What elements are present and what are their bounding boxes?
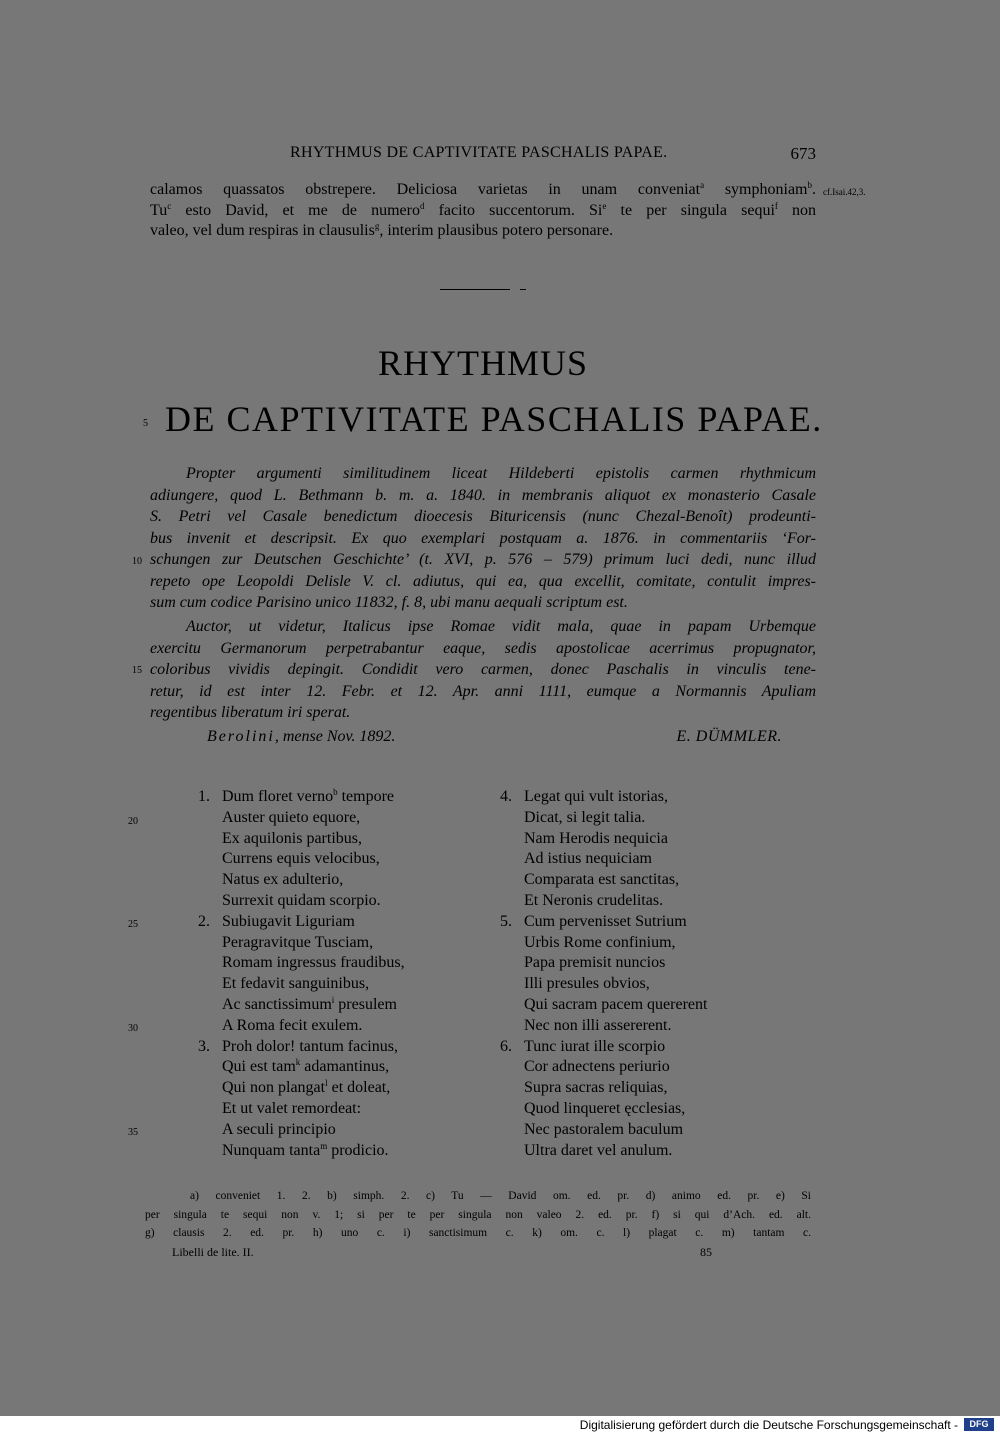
preface-line: schungen zur Deutschen Geschichte’ (t. XVI, p. 576 – 579) primum luci dedi, nunc illud [150,551,816,568]
verse-text: Ad istius nequiciam [524,850,652,868]
verse-text: Peragravitque Tusciam, [222,933,374,951]
verse-line [198,1078,405,1099]
line-number: 30 [128,1023,138,1034]
dfg-logo-icon: DFG [964,1418,994,1431]
section-title-line-1: RHYTHMUS [377,343,589,383]
stanza-number: 4. [500,788,512,805]
intro-line-3: valeo, vel dum respiras in clausulis$^g$, interim plausibus potero personare. [150,221,614,239]
footnote-marker: m [320,1140,328,1151]
poem-column-right [500,787,707,1161]
verse-text-rest: tempore [337,788,394,805]
verse-line [198,1016,405,1037]
verse-text: Cor adnectens periurio [524,1058,670,1076]
verse-line [198,995,405,1016]
verse-text: Ex aquilonis partibus, [222,829,362,847]
verse-text: Auster quieto equore, [222,808,361,826]
verse-text: Supra sacras reliquias, [524,1079,668,1097]
signature-place: Berolini, mense Nov. 1892. [207,728,396,745]
footnote-marker: b [333,787,338,797]
verse-line [500,953,707,974]
verse-line [500,1037,707,1058]
page-number: 673 [790,144,816,163]
verse-line [500,974,707,995]
verse-line [198,787,405,808]
verse-text: Ac sanctissimum [222,995,332,1013]
intro-text [150,180,816,242]
line-number: 5 [143,418,148,429]
preface-line: Auctor, ut videtur, Italicus ipse Romae vidit mala, quae in papam Urbemque [186,618,816,635]
verse-line [500,849,707,870]
verse-text: Nam Herodis nequicia [524,829,668,847]
intro-line-2: Tu$^c$ esto David, et me de numero$^d$ facito succentorum. Si$^e$ te per singula sequi$^f$ non [150,200,817,219]
verse-text: Romam ingressus fraudibus, [222,954,405,972]
verse-text: Papa premisit nuncios [524,954,666,972]
verse-line [198,912,405,933]
preface-line: coloribus vividis depingit. Condidit vero carmen, donec Paschalis in vinculis tene- [150,661,816,678]
verse-text: Ultra daret vel anulum. [524,1141,673,1159]
verse-line [198,891,405,912]
banner-text: Digitalisierung gefördert durch die Deutsche Forschungsgemeinschaft - [579,1418,958,1432]
signature-author: E. DÜMMLER. [676,728,782,745]
verse-line [500,870,707,891]
verse-line [500,1078,707,1099]
verse-line [198,849,405,870]
verse-text: Qui est tam [222,1058,296,1076]
verse-text: Nec pastoralem baculum [524,1120,684,1138]
section-divider [440,289,510,290]
running-header [150,144,816,166]
line-number: 35 [128,1127,138,1138]
line-number: 10 [132,556,142,567]
verse-line [500,808,707,829]
verse-text-rest: et doleat, [327,1079,391,1097]
dfg-banner [0,1416,1000,1434]
intro-line-1: calamos quassatos obstrepere. Deliciosa varietas in unam conveniat$^a$ symphoniam$^b$. [150,180,816,198]
verse-line [198,933,405,954]
verse-line [198,1037,405,1058]
preface-line: retur, id est inter 12. Febr. et 12. Apr. anni 1111, eumque a Normannis Apuliam [150,682,816,700]
verse-line [500,912,707,933]
preface-line: bus invenit et descripsit. Ex quo exemplari postquam a. 1876. in commentariis ‘For- [150,529,816,547]
verse-text: Qui sacram pacem quererent [524,995,708,1013]
verse-text: Proh dolor! tantum facinus, [222,1037,398,1055]
footnote-line: g) clausis 2. ed. pr. h) uno c. i) sanctisimum c. k) om. c. l) plagat c. m) tantam c. [145,1227,811,1239]
line-number: 15 [132,665,142,676]
preface-paragraph-2 [150,616,816,724]
verse-text-rest: adamantinus, [300,1058,390,1076]
verse-text-rest: prodicio. [327,1141,389,1159]
verse-line [500,1099,707,1120]
footnote-marker: l [325,1078,328,1089]
signature-mark: Libelli de lite. II. [172,1245,254,1259]
verse-line [198,1120,405,1141]
verse-text: A Roma fecit exulem. [222,1016,363,1034]
poem-column-left [198,787,405,1161]
verse-text: Nec non illi assererent. [524,1016,672,1034]
verse-line [500,1120,707,1141]
verse-line [198,870,405,891]
verse-text: Et ut valet remordeat: [222,1099,362,1117]
footnote-line: a) conveniet 1. 2. b) simph. 2. c) Tu — David om. ed. pr. d) animo ed. pr. e) Si [190,1190,811,1202]
verse-line [198,829,405,850]
preface-line: sum cum codice Parisino unico 11832, f. 8, ubi manu aequali scriptum est. [150,594,628,611]
verse-line [500,1141,707,1162]
verse-text: Et Neronis crudelitas. [524,891,664,909]
stanza-number: 1. [198,788,210,805]
verse-text: Comparata est sanctitas, [524,871,680,889]
footnote-marker: i [331,994,335,1005]
preface-line: S. Petri vel Casale benedictum dioecesis Bituricensis (nunc Chezal-Benoît) prodeunti- [150,508,816,525]
verse-line [500,829,707,850]
line-number: 25 [128,919,138,930]
preface-line: regentibus liberatum iri sperat. [150,704,351,721]
verse-text: Legat qui vult istorias, [524,788,668,805]
verse-line [198,953,405,974]
verse-text: Dicat, si legit talia. [524,808,646,826]
verse-line [198,1057,405,1078]
verse-line [198,808,405,829]
verse-line [500,933,707,954]
verse-text: Tunc iurat ille scorpio [524,1037,666,1055]
stanza-number: 5. [500,912,512,930]
verse-text: Subiugavit Liguriam [222,912,355,930]
verse-text-rest: presulem [334,995,397,1013]
verse-line [198,974,405,995]
verse-line [198,1099,405,1120]
preface-line: repeto ope Leopoldi Delisle V. cl. adiutus, qui ea, qua excellit, comitate, contulit impres- [150,572,816,590]
verse-text: A seculi principio [222,1120,336,1138]
verse-text: Nunquam tanta [222,1141,321,1159]
section-divider-dash [520,289,526,290]
verse-text: Natus ex adulterio, [222,871,344,889]
preface-line: Propter argumenti similitudinem liceat Hildeberti epistolis carmen rhythmicum [186,465,816,482]
verse-line [500,891,707,912]
verse-text: Illi presules obvios, [524,975,650,993]
verse-line [500,787,707,808]
margin-reference: cf.Isai.42,3. [823,187,866,197]
verse-line [500,995,707,1016]
verse-line [500,1016,707,1037]
footnotes [145,1187,811,1243]
verse-text: Surrexit quidam scorpio. [222,891,381,909]
verse-text: Quod linqueret ęcclesias, [524,1099,686,1117]
verse-text: Currens equis velocibus, [222,850,380,868]
verse-text: Cum pervenisset Sutrium [524,912,687,930]
line-number: 20 [128,816,138,827]
stanza-number: 6. [500,1037,512,1055]
verse-text: Qui non plangat [222,1079,326,1097]
verse-line [500,1057,707,1078]
preface-line: exercitu Germanorum perpetrabantur eaque, sedis apostolicae acerrimus propugnator, [150,639,816,657]
verse-text: Urbis Rome confinium, [524,933,676,951]
verse-line [198,1141,405,1162]
running-title: RHYTHMUS DE CAPTIVITATE PASCHALIS PAPAE. [290,144,668,161]
preface-line: adiungere, quod L. Bethmann b. m. a. 1840. in membranis aliquot ex monasterio Casale [150,486,816,504]
verse-text: Dum floret verno [222,788,334,805]
footnote-marker: k [295,1057,301,1068]
footnote-line: per singula te sequi non v. 1; si per te per singula non valeo 2. ed. pr. f) si qui d’Ach. ed. alt. [145,1208,811,1221]
section-title-line-2: DE CAPTIVITATE PASCHALIS PAPAE. [165,399,823,439]
verse-text: Et fedavit sanguinibus, [222,975,370,993]
stanza-number: 2. [198,912,210,930]
sheet-number: 85 [700,1245,712,1259]
preface-paragraph-1 [150,463,816,614]
stanza-number: 3. [198,1037,210,1055]
